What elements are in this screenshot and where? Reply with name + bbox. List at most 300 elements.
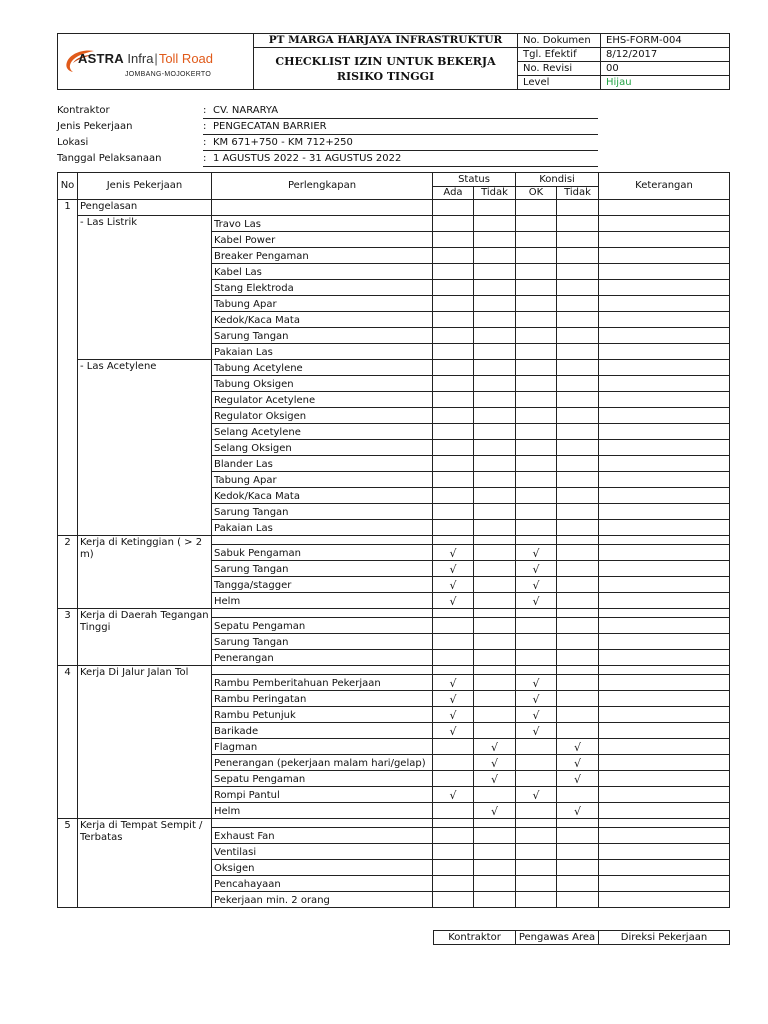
condition-ok-cell[interactable] (516, 360, 557, 376)
meta-value-effective-date: 8/12/2017 (601, 48, 730, 62)
status-ada-cell[interactable] (433, 488, 474, 504)
info-location (57, 135, 598, 151)
condition-ok-cell[interactable] (516, 232, 557, 248)
remarks-cell[interactable] (599, 328, 730, 344)
remarks-cell[interactable] (599, 440, 730, 456)
remarks-cell[interactable] (599, 504, 730, 520)
status-tidak-cell[interactable] (474, 472, 516, 488)
remarks-cell[interactable] (599, 876, 730, 892)
meta-value-level: Hijau (601, 76, 730, 90)
check-mark-icon: √ (449, 595, 457, 608)
signature-contractor: Kontraktor (434, 931, 516, 945)
condition-ok-cell[interactable] (516, 264, 557, 280)
info-colon: : (203, 121, 207, 132)
remarks-cell[interactable] (599, 296, 730, 312)
status-ada-cell[interactable] (433, 707, 474, 723)
info-contractor (57, 103, 598, 119)
condition-ok-cell[interactable] (516, 771, 557, 787)
remarks-cell[interactable] (599, 376, 730, 392)
condition-tidak-cell[interactable] (557, 280, 599, 296)
remarks-cell[interactable] (599, 561, 730, 577)
equipment-item: Tabung Acetylene (212, 360, 433, 376)
condition-ok-cell[interactable] (516, 650, 557, 666)
status-tidak-cell[interactable] (474, 707, 516, 723)
status-ada-cell[interactable] (433, 376, 474, 392)
status-tidak-cell[interactable] (474, 328, 516, 344)
condition-ok-cell[interactable] (516, 892, 557, 908)
condition-tidak-cell[interactable] (557, 545, 599, 561)
equipment-item: Penerangan (pekerjaan malam hari/gelap) (212, 755, 433, 771)
condition-ok-cell[interactable] (516, 876, 557, 892)
condition-ok-cell[interactable] (516, 844, 557, 860)
info-colon: : (203, 137, 207, 148)
condition-tidak-cell[interactable] (557, 723, 599, 739)
condition-tidak-cell[interactable] (557, 876, 599, 892)
check-mark-icon: √ (532, 579, 540, 592)
status-tidak-cell[interactable] (474, 424, 516, 440)
condition-ok-cell[interactable] (516, 675, 557, 691)
condition-tidak-cell[interactable] (557, 844, 599, 860)
condition-tidak-cell[interactable] (557, 344, 599, 360)
condition-tidak-cell[interactable] (557, 577, 599, 593)
status-tidak-cell[interactable] (474, 216, 516, 232)
remarks-cell[interactable] (599, 723, 730, 739)
condition-ok-cell[interactable] (516, 376, 557, 392)
status-tidak-cell[interactable] (474, 456, 516, 472)
status-tidak-cell[interactable] (474, 691, 516, 707)
status-tidak-cell[interactable] (474, 312, 516, 328)
equipment-item: Exhaust Fan (212, 828, 433, 844)
job-group-name: Kerja Di Jalur Jalan Tol (78, 666, 212, 819)
check-mark-icon: √ (449, 547, 457, 560)
job-group-name: Kerja di Daerah Tegangan Tinggi (78, 609, 212, 666)
document-title-line2: RISIKO TINGGI (336, 69, 435, 83)
meta-label-doc-number: No. Dokumen (518, 34, 601, 48)
equipment-item: Barikade (212, 723, 433, 739)
condition-tidak-cell[interactable] (557, 561, 599, 577)
remarks-cell[interactable] (599, 707, 730, 723)
table-row (58, 609, 730, 618)
info-job-type (57, 119, 598, 135)
info-label: Jenis Pekerjaan (57, 121, 133, 132)
condition-tidak-cell[interactable] (557, 650, 599, 666)
remarks-cell[interactable] (599, 408, 730, 424)
condition-tidak-cell[interactable] (557, 488, 599, 504)
remarks-cell[interactable] (599, 248, 730, 264)
condition-tidak-cell[interactable] (557, 675, 599, 691)
condition-ok-cell[interactable] (516, 328, 557, 344)
status-tidak-cell[interactable] (474, 828, 516, 844)
status-tidak-cell[interactable] (474, 844, 516, 860)
meta-label-level: Level (518, 76, 601, 90)
spacer-cell (516, 819, 557, 828)
condition-ok-cell[interactable] (516, 216, 557, 232)
condition-tidak-cell[interactable] (557, 424, 599, 440)
condition-tidak-cell[interactable] (557, 860, 599, 876)
status-ada-cell[interactable] (433, 232, 474, 248)
condition-tidak-cell[interactable] (557, 216, 599, 232)
remarks-cell[interactable] (599, 232, 730, 248)
check-mark-icon: √ (490, 773, 498, 786)
remarks-cell[interactable] (599, 755, 730, 771)
condition-ok-cell[interactable] (516, 691, 557, 707)
status-tidak-cell[interactable] (474, 360, 516, 376)
condition-ok-cell[interactable] (516, 440, 557, 456)
condition-ok-cell[interactable] (516, 280, 557, 296)
status-tidak-cell[interactable] (474, 561, 516, 577)
remarks-cell[interactable] (599, 344, 730, 360)
status-tidak-cell[interactable] (474, 618, 516, 634)
status-tidak-cell[interactable] (474, 577, 516, 593)
status-ada-cell[interactable] (433, 328, 474, 344)
condition-tidak-cell[interactable] (557, 360, 599, 376)
condition-ok-cell[interactable] (516, 755, 557, 771)
condition-tidak-cell[interactable] (557, 739, 599, 755)
equipment-item: Sarung Tangan (212, 561, 433, 577)
spacer-cell (516, 609, 557, 618)
spacer-cell (433, 819, 474, 828)
condition-tidak-cell[interactable] (557, 408, 599, 424)
status-tidak-cell[interactable] (474, 739, 516, 755)
condition-tidak-cell[interactable] (557, 892, 599, 908)
logo-brand: ASTRA (78, 50, 124, 66)
status-ada-cell[interactable] (433, 844, 474, 860)
remarks-cell[interactable] (599, 675, 730, 691)
equipment-item: Kabel Las (212, 264, 433, 280)
col-header-status-ada: Ada (433, 187, 474, 200)
remarks-cell[interactable] (599, 593, 730, 609)
condition-ok-cell[interactable] (516, 296, 557, 312)
condition-tidak-cell[interactable] (557, 828, 599, 844)
condition-tidak-cell[interactable] (557, 707, 599, 723)
condition-ok-cell[interactable] (516, 488, 557, 504)
check-mark-icon: √ (574, 741, 582, 754)
condition-tidak-cell[interactable] (557, 803, 599, 819)
status-ada-cell[interactable] (433, 280, 474, 296)
remarks-cell[interactable] (599, 360, 730, 376)
col-header-job: Jenis Pekerjaan (78, 173, 212, 200)
empty-cell (433, 200, 474, 216)
condition-ok-cell[interactable] (516, 739, 557, 755)
meta-label-effective-date: Tgl. Efektif (518, 48, 601, 62)
check-mark-icon: √ (449, 693, 457, 706)
status-tidak-cell[interactable] (474, 504, 516, 520)
condition-tidak-cell[interactable] (557, 787, 599, 803)
table-row (58, 819, 730, 828)
status-ada-cell[interactable] (433, 561, 474, 577)
condition-ok-cell[interactable] (516, 787, 557, 803)
remarks-cell[interactable] (599, 577, 730, 593)
status-ada-cell[interactable] (433, 828, 474, 844)
status-tidak-cell[interactable] (474, 545, 516, 561)
remarks-cell[interactable] (599, 312, 730, 328)
remarks-cell[interactable] (599, 280, 730, 296)
condition-ok-cell[interactable] (516, 408, 557, 424)
condition-tidak-cell[interactable] (557, 456, 599, 472)
remarks-cell[interactable] (599, 803, 730, 819)
remarks-cell[interactable] (599, 634, 730, 650)
condition-tidak-cell[interactable] (557, 312, 599, 328)
equipment-item: Rambu Peringatan (212, 691, 433, 707)
job-group-name: Kerja di Tempat Sempit / Terbatas (78, 819, 212, 908)
check-mark-icon: √ (532, 563, 540, 576)
remarks-cell[interactable] (599, 618, 730, 634)
condition-tidak-cell[interactable] (557, 392, 599, 408)
condition-tidak-cell[interactable] (557, 232, 599, 248)
spacer-cell (433, 609, 474, 618)
condition-ok-cell[interactable] (516, 248, 557, 264)
remarks-cell[interactable] (599, 392, 730, 408)
status-ada-cell[interactable] (433, 392, 474, 408)
checklist-table (57, 172, 730, 908)
condition-tidak-cell[interactable] (557, 755, 599, 771)
condition-ok-cell[interactable] (516, 634, 557, 650)
remarks-cell[interactable] (599, 488, 730, 504)
condition-ok-cell[interactable] (516, 312, 557, 328)
status-tidak-cell[interactable] (474, 876, 516, 892)
condition-tidak-cell[interactable] (557, 248, 599, 264)
condition-ok-cell[interactable] (516, 472, 557, 488)
remarks-cell[interactable] (599, 739, 730, 755)
remarks-cell[interactable] (599, 424, 730, 440)
spacer-cell (212, 819, 433, 828)
condition-tidak-cell[interactable] (557, 440, 599, 456)
equipment-item: Tabung Apar (212, 472, 433, 488)
condition-tidak-cell[interactable] (557, 593, 599, 609)
remarks-cell[interactable] (599, 691, 730, 707)
check-mark-icon: √ (449, 709, 457, 722)
condition-tidak-cell[interactable] (557, 634, 599, 650)
signature-works-director: Direksi Pekerjaan (599, 931, 730, 945)
status-tidak-cell[interactable] (474, 593, 516, 609)
table-row (58, 360, 730, 376)
status-tidak-cell[interactable] (474, 264, 516, 280)
logo-toll-road: Toll Road (158, 50, 214, 66)
check-mark-icon: √ (532, 547, 540, 560)
logo-separator: | (154, 50, 158, 66)
empty-cell (212, 200, 433, 216)
status-ada-cell[interactable] (433, 803, 474, 819)
spacer-cell (557, 666, 599, 675)
job-group-name: Pengelasan (78, 200, 212, 216)
info-value: PENGECATAN BARRIER (213, 121, 327, 132)
spacer-cell (433, 536, 474, 545)
logo-cell (58, 34, 254, 90)
status-tidak-cell[interactable] (474, 787, 516, 803)
status-tidak-cell[interactable] (474, 488, 516, 504)
status-ada-cell[interactable] (433, 650, 474, 666)
status-tidak-cell[interactable] (474, 803, 516, 819)
remarks-cell[interactable] (599, 828, 730, 844)
condition-tidak-cell[interactable] (557, 264, 599, 280)
meta-label-revision: No. Revisi (518, 62, 601, 76)
status-tidak-cell[interactable] (474, 650, 516, 666)
table-header-row (58, 173, 730, 187)
status-ada-cell[interactable] (433, 675, 474, 691)
condition-ok-cell[interactable] (516, 504, 557, 520)
status-ada-cell[interactable] (433, 545, 474, 561)
condition-ok-cell[interactable] (516, 344, 557, 360)
condition-ok-cell[interactable] (516, 828, 557, 844)
status-tidak-cell[interactable] (474, 892, 516, 908)
check-mark-icon: √ (574, 805, 582, 818)
status-ada-cell[interactable] (433, 691, 474, 707)
status-tidak-cell[interactable] (474, 860, 516, 876)
equipment-item: Sabuk Pengaman (212, 545, 433, 561)
condition-ok-cell[interactable] (516, 723, 557, 739)
col-header-condition: Kondisi (516, 173, 599, 187)
status-ada-cell[interactable] (433, 440, 474, 456)
condition-ok-cell[interactable] (516, 456, 557, 472)
remarks-cell[interactable] (599, 771, 730, 787)
equipment-item: Stang Elektroda (212, 280, 433, 296)
status-ada-cell[interactable] (433, 634, 474, 650)
status-tidak-cell[interactable] (474, 392, 516, 408)
status-tidak-cell[interactable] (474, 755, 516, 771)
spacer-cell (599, 609, 730, 618)
status-ada-cell[interactable] (433, 312, 474, 328)
remarks-cell[interactable] (599, 520, 730, 536)
info-underline (203, 166, 598, 167)
status-ada-cell[interactable] (433, 739, 474, 755)
condition-tidak-cell[interactable] (557, 504, 599, 520)
job-group-name: Kerja di Ketinggian ( > 2 m) (78, 536, 212, 609)
status-tidak-cell[interactable] (474, 344, 516, 360)
condition-ok-cell[interactable] (516, 392, 557, 408)
check-mark-icon: √ (449, 725, 457, 738)
status-tidak-cell[interactable] (474, 634, 516, 650)
status-ada-cell[interactable] (433, 264, 474, 280)
condition-ok-cell[interactable] (516, 424, 557, 440)
status-ada-cell[interactable] (433, 771, 474, 787)
col-header-condition-tidak: Tidak (557, 187, 599, 200)
status-ada-cell[interactable] (433, 360, 474, 376)
condition-ok-cell[interactable] (516, 593, 557, 609)
status-ada-cell[interactable] (433, 593, 474, 609)
equipment-item: Tabung Apar (212, 296, 433, 312)
remarks-cell[interactable] (599, 264, 730, 280)
status-ada-cell[interactable] (433, 520, 474, 536)
info-label: Tanggal Pelaksanaan (57, 153, 162, 164)
status-tidak-cell[interactable] (474, 408, 516, 424)
equipment-item: Rompi Pantul (212, 787, 433, 803)
status-ada-cell[interactable] (433, 723, 474, 739)
condition-ok-cell[interactable] (516, 545, 557, 561)
status-tidak-cell[interactable] (474, 771, 516, 787)
check-mark-icon: √ (532, 709, 540, 722)
condition-ok-cell[interactable] (516, 860, 557, 876)
equipment-item: Sarung Tangan (212, 634, 433, 650)
status-tidak-cell[interactable] (474, 232, 516, 248)
remarks-cell[interactable] (599, 650, 730, 666)
status-ada-cell[interactable] (433, 892, 474, 908)
condition-tidak-cell[interactable] (557, 520, 599, 536)
equipment-item: Flagman (212, 739, 433, 755)
status-tidak-cell[interactable] (474, 248, 516, 264)
status-ada-cell[interactable] (433, 216, 474, 232)
equipment-item: Tabung Oksigen (212, 376, 433, 392)
status-tidak-cell[interactable] (474, 520, 516, 536)
spacer-cell (474, 536, 516, 545)
remarks-cell[interactable] (599, 456, 730, 472)
status-ada-cell[interactable] (433, 472, 474, 488)
condition-tidak-cell[interactable] (557, 296, 599, 312)
spacer-cell (557, 536, 599, 545)
spacer-cell (516, 666, 557, 675)
status-ada-cell[interactable] (433, 248, 474, 264)
col-header-condition-ok: OK (516, 187, 557, 200)
status-ada-cell[interactable] (433, 577, 474, 593)
condition-tidak-cell[interactable] (557, 618, 599, 634)
equipment-item: Pakaian Las (212, 520, 433, 536)
remarks-cell[interactable] (599, 216, 730, 232)
equipment-item: Rambu Petunjuk (212, 707, 433, 723)
col-header-equipment: Perlengkapan (212, 173, 433, 200)
info-label: Lokasi (57, 137, 89, 148)
logo-text (78, 52, 213, 65)
status-tidak-cell[interactable] (474, 280, 516, 296)
condition-tidak-cell[interactable] (557, 376, 599, 392)
remarks-cell[interactable] (599, 860, 730, 876)
remarks-cell[interactable] (599, 892, 730, 908)
equipment-item: Penerangan (212, 650, 433, 666)
condition-tidak-cell[interactable] (557, 771, 599, 787)
status-tidak-cell[interactable] (474, 723, 516, 739)
meta-value-doc-number: EHS-FORM-004 (601, 34, 730, 48)
status-ada-cell[interactable] (433, 860, 474, 876)
info-colon: : (203, 105, 207, 116)
check-mark-icon: √ (532, 789, 540, 802)
condition-tidak-cell[interactable] (557, 328, 599, 344)
condition-tidak-cell[interactable] (557, 691, 599, 707)
status-ada-cell[interactable] (433, 296, 474, 312)
status-ada-cell[interactable] (433, 408, 474, 424)
job-subgroup-name: - Las Acetylene (78, 360, 212, 536)
company-name: PT MARGA HARJAYA INFRASTRUKTUR (254, 34, 518, 48)
status-tidak-cell[interactable] (474, 675, 516, 691)
condition-ok-cell[interactable] (516, 577, 557, 593)
remarks-cell[interactable] (599, 545, 730, 561)
condition-ok-cell[interactable] (516, 520, 557, 536)
condition-ok-cell[interactable] (516, 803, 557, 819)
meta-value-revision: 00 (601, 62, 730, 76)
info-value: KM 671+750 - KM 712+250 (213, 137, 353, 148)
status-ada-cell[interactable] (433, 755, 474, 771)
row-number: 1 (58, 200, 78, 536)
spacer-cell (557, 819, 599, 828)
status-ada-cell[interactable] (433, 424, 474, 440)
status-ada-cell[interactable] (433, 504, 474, 520)
condition-tidak-cell[interactable] (557, 472, 599, 488)
remarks-cell[interactable] (599, 472, 730, 488)
status-ada-cell[interactable] (433, 618, 474, 634)
status-ada-cell[interactable] (433, 787, 474, 803)
row-number: 4 (58, 666, 78, 819)
signature-row (434, 931, 730, 945)
status-ada-cell[interactable] (433, 344, 474, 360)
remarks-cell[interactable] (599, 844, 730, 860)
remarks-cell[interactable] (599, 787, 730, 803)
status-ada-cell[interactable] (433, 456, 474, 472)
condition-ok-cell[interactable] (516, 707, 557, 723)
status-tidak-cell[interactable] (474, 296, 516, 312)
status-ada-cell[interactable] (433, 876, 474, 892)
condition-ok-cell[interactable] (516, 561, 557, 577)
status-tidak-cell[interactable] (474, 376, 516, 392)
status-tidak-cell[interactable] (474, 440, 516, 456)
equipment-item: Sepatu Pengaman (212, 618, 433, 634)
condition-ok-cell[interactable] (516, 618, 557, 634)
